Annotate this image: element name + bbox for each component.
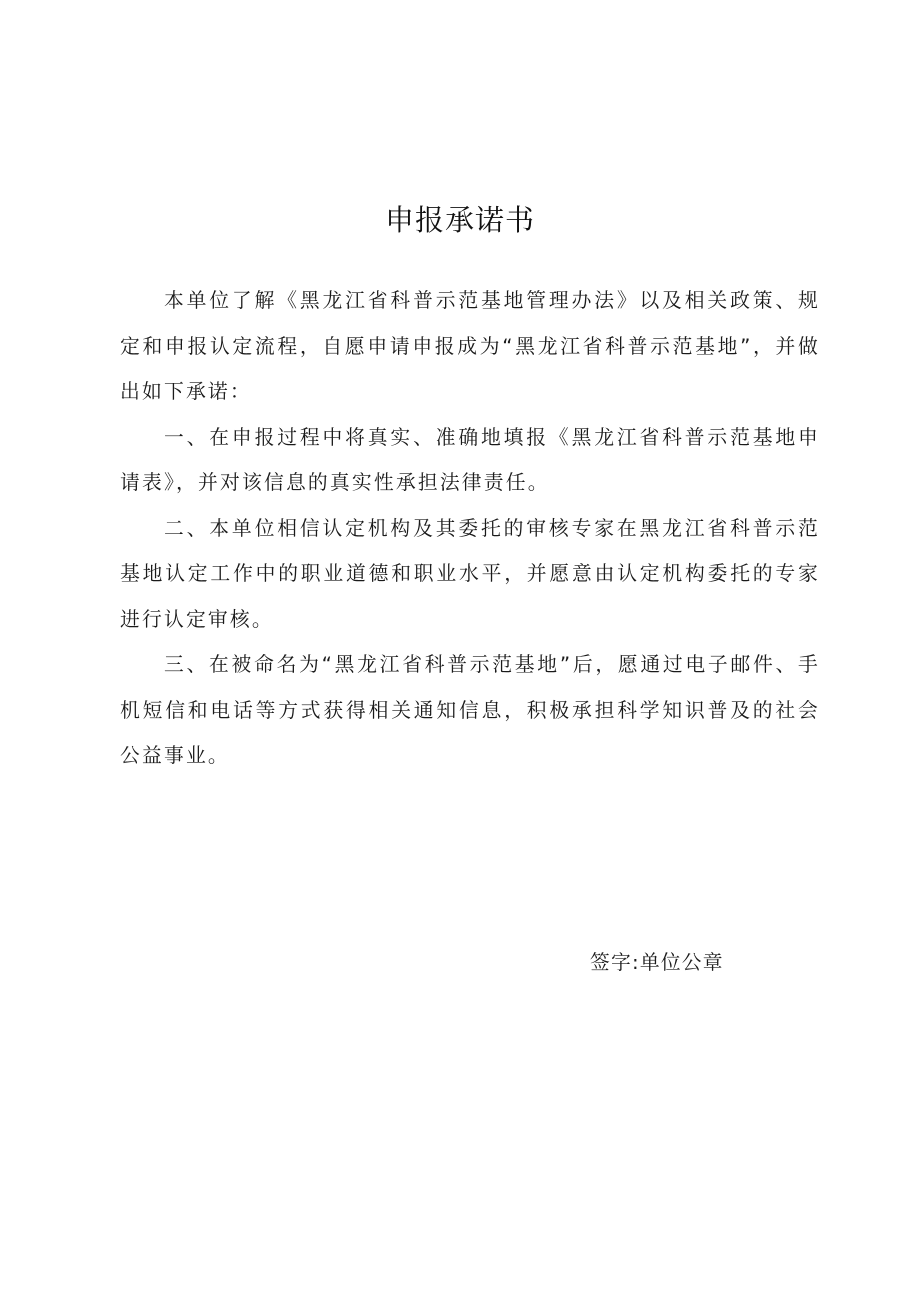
document-title: 申报承诺书 xyxy=(384,203,535,237)
paragraph-intro: 本单位了解《黑龙江省科普示范基地管理办法》以及相关政策、规定和申报认定流程，自愿申请申报成为“黑龙江省科普示范基地”，并做出如下承诺： xyxy=(120,289,820,403)
paragraph-commitment-2: 二、本单位相信认定机构及其委托的审核专家在黑龙江省科普示范基地认定工作中的职业道德和职业水平，并愿意由认定机构委托的专家进行认定审核。 xyxy=(120,516,820,631)
paragraph-commitment-1: 一、在申报过程中将真实、准确地填报《黑龙江省科普示范基地申请表》，并对该信息的真实性承担法律责任。 xyxy=(120,425,820,494)
paragraph-commitment-3: 三、在被命名为“黑龙江省科普示范基地”后，愿通过电子邮件、手机短信和电话等方式获得相关通知信息，积极承担科学知识普及的社会公益事业。 xyxy=(120,653,820,767)
signature-line: 签字:单位公章 xyxy=(590,951,724,974)
document-body xyxy=(120,278,820,779)
